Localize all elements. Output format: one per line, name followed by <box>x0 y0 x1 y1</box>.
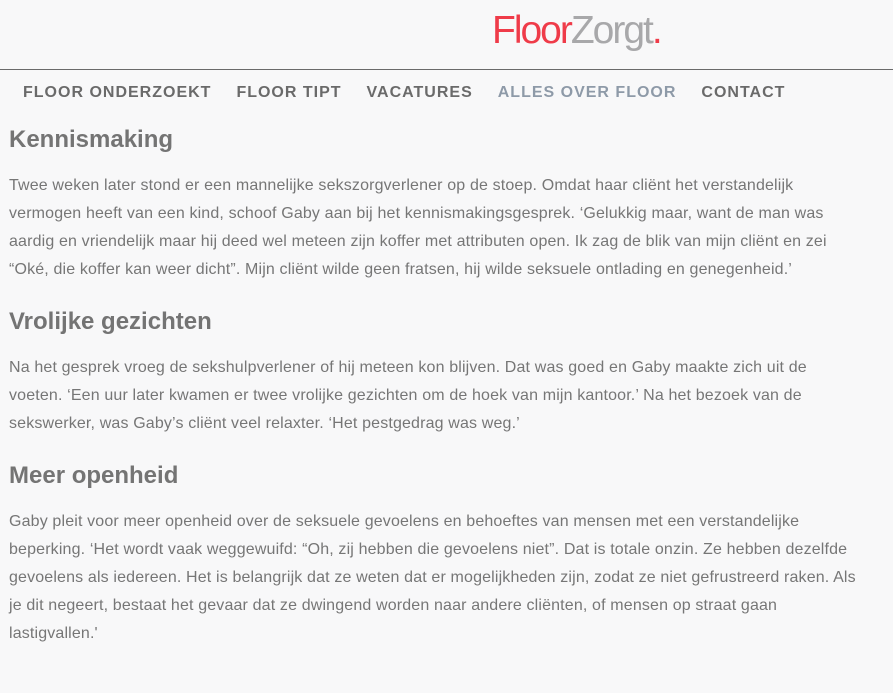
section-heading-meer-openheid: Meer openheid <box>9 462 179 489</box>
section-paragraph-meer-openheid: Gaby pleit voor meer openheid over de seksuele gevoelens en behoeftes van mensen met een verstandelijke beperking. ‘Het wordt vaak weggewuifd: “Oh, zij hebben die gevoelens niet”. Dat is totale onzin. Ze hebben dezelfde gevoelens als iedereen. Het is belangrijk dat ze weten dat er mogelijkheden zijn, zodat ze niet gefrustreerd raken. Als je dit negeert, bestaat het gevaar dat ze dwingend worden naar andere cliënten, of mensen op straat gaan lastigvallen.' <box>9 513 856 642</box>
nav-item-vacatures[interactable]: VACATURES <box>366 84 473 101</box>
logo-zorgt-text: Zorgt <box>570 9 652 52</box>
nav-item-floor-onderzoekt[interactable]: FLOOR ONDERZOEKT <box>23 84 212 101</box>
site-logo[interactable] <box>492 8 661 54</box>
section-paragraph-kennismaking: Twee weken later stond er een mannelijke sekszorgverlener op de stoep. Omdat haar cliënt het verstandelijk vermogen heeft van een kind, schoof Gaby aan bij het kennismakingsgesprek. ‘Gelukkig maar, want de man was aardig en vriendelijk maar hij deed wel meteen zijn koffer met attributen open. Ik zag de blik van mijn cliënt en zei “Oké, die koffer kan weer dicht”. Mijn cliënt wilde geen fratsen, hij wilde seksuele ontlading en genegenheid.’ <box>9 177 827 278</box>
section-heading-vrolijke-gezichten: Vrolijke gezichten <box>9 308 212 335</box>
logo-floor-text: Floor <box>492 9 571 52</box>
site-header <box>0 0 893 70</box>
nav-item-contact[interactable]: CONTACT <box>701 84 786 101</box>
section-heading-kennismaking: Kennismaking <box>9 126 174 153</box>
nav-item-alles-over-floor[interactable]: ALLES OVER FLOOR <box>497 84 677 101</box>
article-content <box>9 122 857 648</box>
main-nav <box>23 82 810 104</box>
nav-item-floor-tipt[interactable]: FLOOR TIPT <box>236 84 342 101</box>
section-paragraph-vrolijke-gezichten: Na het gesprek vroeg de sekshulpverlener of hij meteen kon blijven. Dat was goed en Gaby maakte zich uit de voeten. ‘Een uur later kwamen er twee vrolijke gezichten om de hoek van mijn kantoor.’ Na het bezoek van de sekswerker, was Gaby’s cliënt veel relaxter. ‘Het pestgedrag was weg.’ <box>9 359 807 432</box>
logo-dot: . <box>651 9 661 52</box>
